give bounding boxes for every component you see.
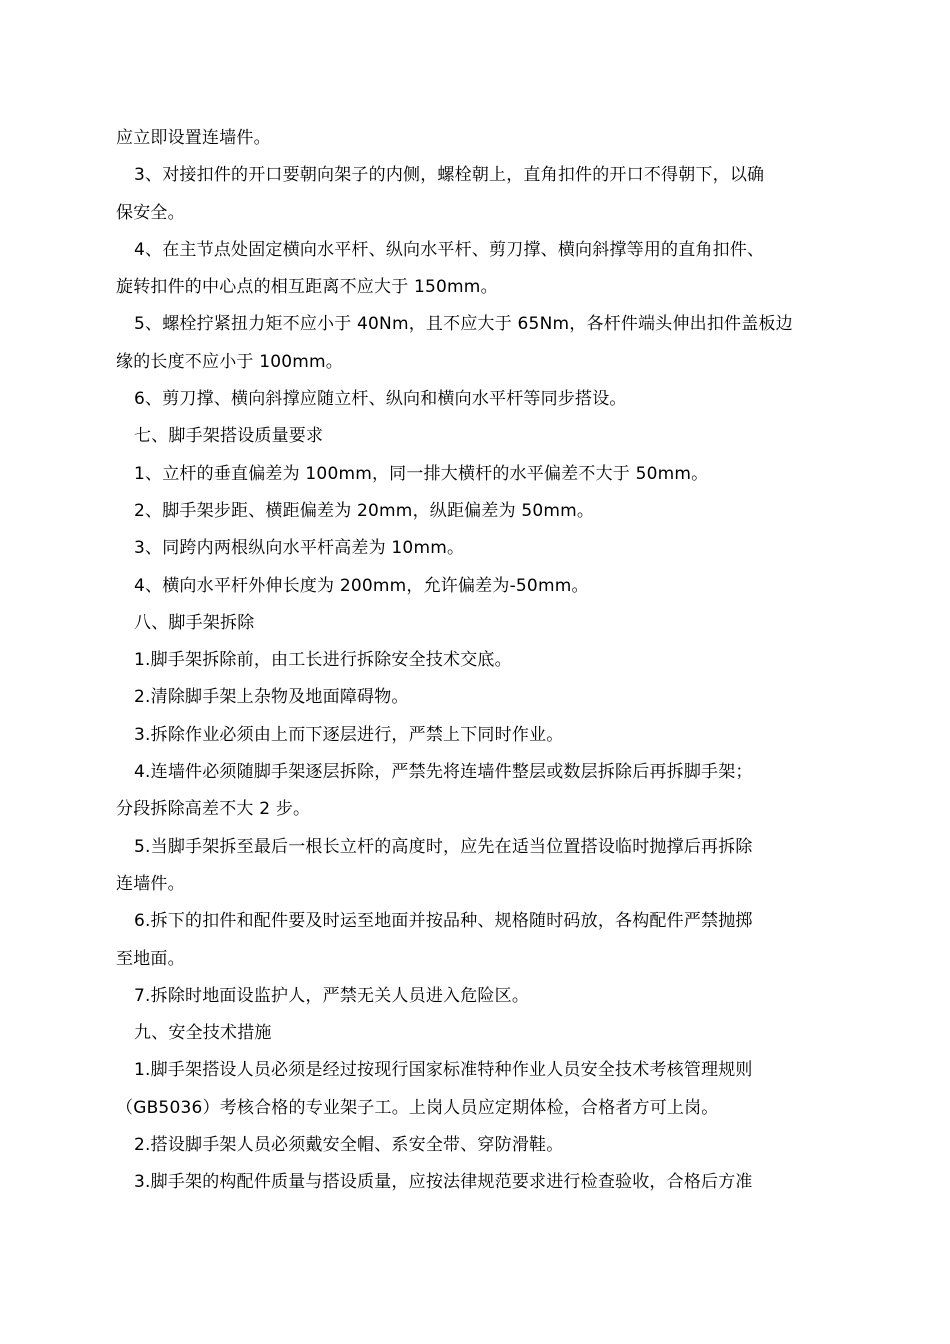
text-line: 八、脚手架拆除 xyxy=(134,612,255,633)
text-line: 4.连墙件必须随脚手架逐层拆除，严禁先将连墙件整层或数层拆除后再拆脚手架； xyxy=(134,762,753,783)
text-line: 3、对接扣件的开口要朝向架子的内侧，螺栓朝上，直角扣件的开口不得朝下，以确 xyxy=(134,165,765,186)
paragraph xyxy=(116,1127,836,1164)
text-line: 2、脚手架步距、横距偏差为 20mm，纵距偏差为 50mm。 xyxy=(134,500,595,521)
text-line: 至地面。 xyxy=(116,948,185,969)
text-line: 1、立杆的垂直偏差为 100mm，同一排大横杆的水平偏差不大于 50mm。 xyxy=(134,463,709,484)
paragraph xyxy=(116,605,836,642)
paragraph xyxy=(116,418,836,455)
paragraph xyxy=(116,754,836,829)
document-page xyxy=(116,120,836,1202)
paragraph xyxy=(116,903,836,978)
text-line: 九、安全技术措施 xyxy=(134,1023,272,1044)
paragraph xyxy=(116,157,836,232)
paragraph xyxy=(116,381,836,418)
text-line: 4、在主节点处固定横向水平杆、纵向水平杆、剪刀撑、横向斜撑等用的直角扣件、 xyxy=(134,239,765,260)
paragraph xyxy=(116,493,836,530)
paragraph xyxy=(116,642,836,679)
text-line: 保安全。 xyxy=(116,202,185,223)
text-line: 5.当脚手架拆至最后一根长立杆的高度时，应先在适当位置搭设临时抛撑后再拆除 xyxy=(134,836,753,857)
paragraph xyxy=(116,530,836,567)
paragraph xyxy=(116,1164,836,1201)
paragraph xyxy=(116,232,836,307)
text-line: 4、横向水平杆外伸长度为 200mm，允许偏差为-50mm。 xyxy=(134,575,589,596)
text-line: 3.脚手架的构配件质量与搭设质量，应按法律规范要求进行检查验收，合格后方准 xyxy=(134,1172,753,1193)
text-line: 1.脚手架搭设人员必须是经过按现行国家标准特种作业人员安全技术考核管理规则 xyxy=(134,1060,753,1081)
paragraph xyxy=(116,456,836,493)
text-line: 2.清除脚手架上杂物及地面障碍物。 xyxy=(134,687,409,708)
text-line: 5、螺栓拧紧扭力矩不应小于 40Nm，且不应大于 65Nm，各杆件端头伸出扣件盖板边 xyxy=(134,314,793,335)
text-line: 3.拆除作业必须由上而下逐层进行，严禁上下同时作业。 xyxy=(134,724,564,745)
text-line: 缘的长度不应小于 100mm。 xyxy=(116,351,343,372)
text-line: 6、剪刀撑、横向斜撑应随立杆、纵向和横向水平杆等同步搭设。 xyxy=(134,389,627,410)
text-line: 旋转扣件的中心点的相互距离不应大于 150mm。 xyxy=(116,277,498,298)
text-line: 3、同跨内两根纵向水平杆高差为 10mm。 xyxy=(134,538,465,559)
text-line: （GB5036）考核合格的专业架子工。上岗人员应定期体检，合格者方可上岗。 xyxy=(116,1097,719,1118)
paragraph xyxy=(116,568,836,605)
paragraph xyxy=(116,120,836,157)
paragraph xyxy=(116,829,836,904)
text-line: 应立即设置连墙件。 xyxy=(116,128,271,148)
text-line: 1.脚手架拆除前，由工长进行拆除安全技术交底。 xyxy=(134,650,512,671)
text-line: 7.拆除时地面设监护人，严禁无关人员进入危险区。 xyxy=(134,985,530,1006)
text-line: 6.拆下的扣件和配件要及时运至地面并按品种、规格随时码放，各构配件严禁抛掷 xyxy=(134,911,753,932)
text-line: 分段拆除高差不大 2 步。 xyxy=(116,799,311,820)
paragraph xyxy=(116,978,836,1015)
text-line: 连墙件。 xyxy=(116,873,185,894)
paragraph xyxy=(116,1015,836,1052)
text-line: 七、脚手架搭设质量要求 xyxy=(134,426,324,447)
paragraph xyxy=(116,306,836,381)
paragraph xyxy=(116,679,836,716)
text-line: 2.搭设脚手架人员必须戴安全帽、系安全带、穿防滑鞋。 xyxy=(134,1135,564,1156)
paragraph xyxy=(116,717,836,754)
paragraph xyxy=(116,1052,836,1127)
